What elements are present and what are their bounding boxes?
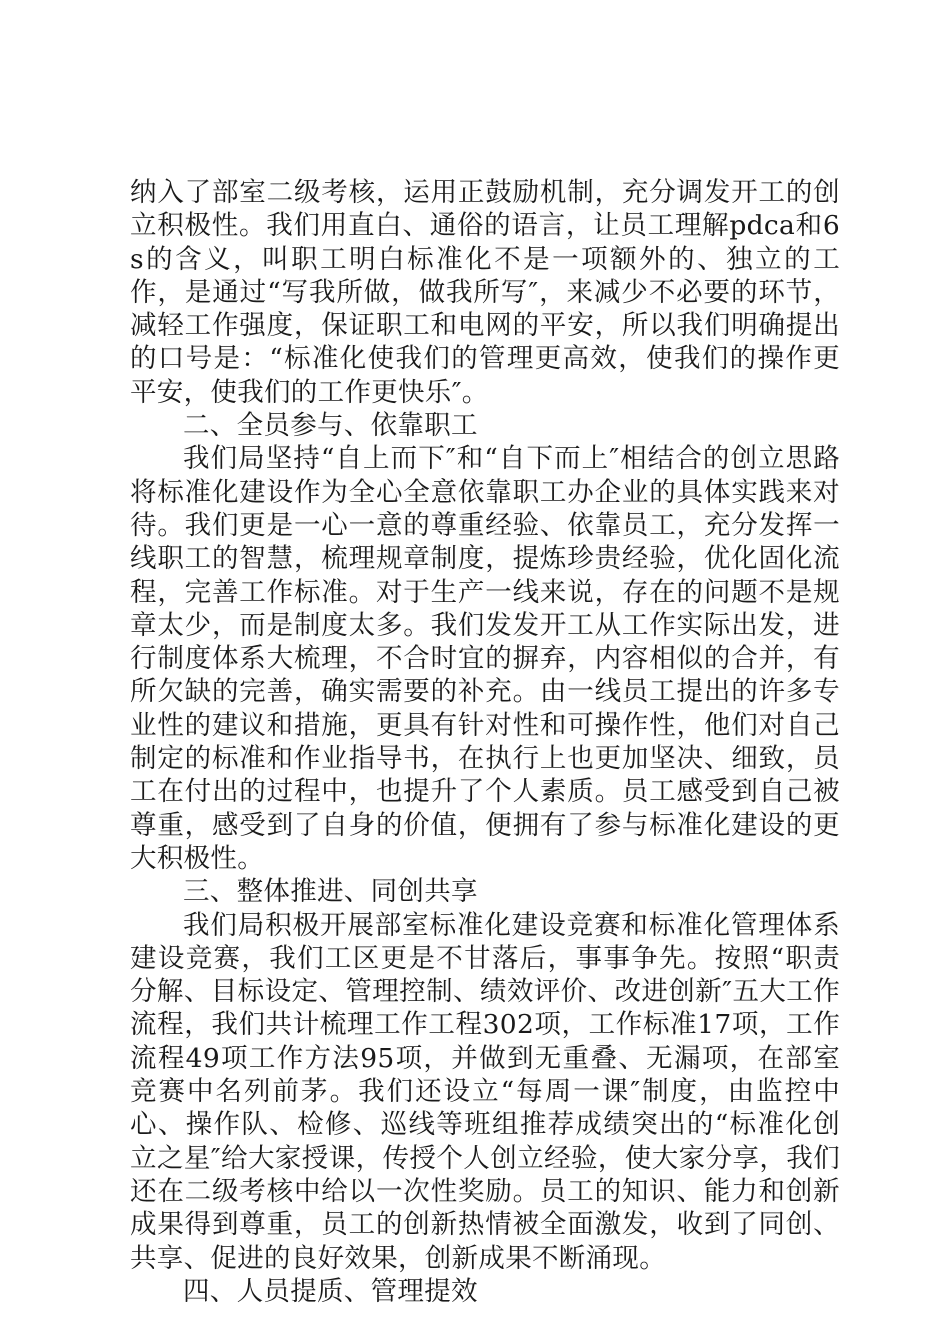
body-paragraph: 纳入了部室二级考核，运用正鼓励机制，充分调发开工的创立积极性。我们用直白、通俗的语言，让员工理解pdca和6s的含义，叫职工明白标准化不是一项额外的、独立的工作，是通过“写我所做，做我所写″，来减少不必要的环节，减轻工作强度，保证职工和电网的平安，所以我们明确提出的口号是：“标准化使我们的管理更高效，使我们的操作更平安，使我们的工作更快乐″。 — [130, 177, 840, 408]
body-paragraph: 我们局积极开展部室标准化建设竞赛和标准化管理体系建设竞赛，我们工区更是不甘落后，事事争先。按照“职责分解、目标设定、管理控制、绩效评价、改进创新″五大工作流程，我们共计梳理工作工程302项，工作标准17项，工作流程49项工作方法95项，并做到无重叠、无漏项，在部室竞赛中名列前茅。我们还设立“每周一课″制度，由监控中心、操作队、检修、巡线等班组推荐成绩突出的“标准化创立之星″给大家授课，传授个人创立经验，使大家分享，我们还在二级考核中给以一次性奖励。员工的知识、能力和创新成果得到尊重，员工的创新热情被全面激发，收到了同创、共享、促进的良好效果，创新成果不断涌现。 — [130, 909, 840, 1274]
section-heading: 四、人员提质、管理提效 — [183, 1275, 478, 1307]
document-body — [130, 176, 840, 1308]
section-heading: 三、整体推进、同创共享 — [183, 876, 478, 908]
section-heading: 二、全员参与、依靠职工 — [183, 410, 478, 442]
body-paragraph: 我们局坚持“自上而下″和“自下而上″相结合的创立思路将标准化建设作为全心全意依靠职工办企业的具体实践来对待。我们更是一心一意的尊重经验、依靠员工，充分发挥一线职工的智慧，梳理规章制度，提炼珍贵经验，优化固化流程，完善工作标准。对于生产一线来说，存在的问题不是规章太少，而是制度太多。我们发发开工从工作实际出发，进行制度体系大梳理，不合时宜的摒弃，内容相似的合并，有所欠缺的完善，确实需要的补充。由一线员工提出的许多专业性的建议和措施，更具有针对性和可操作性，他们对自己制定的标准和作业指导书，在执行上也更加坚决、细致，员工在付出的过程中，也提升了个人素质。员工感受到自己被尊重，感受到了自身的价值，便拥有了参与标准化建设的更大积极性。 — [130, 443, 840, 874]
